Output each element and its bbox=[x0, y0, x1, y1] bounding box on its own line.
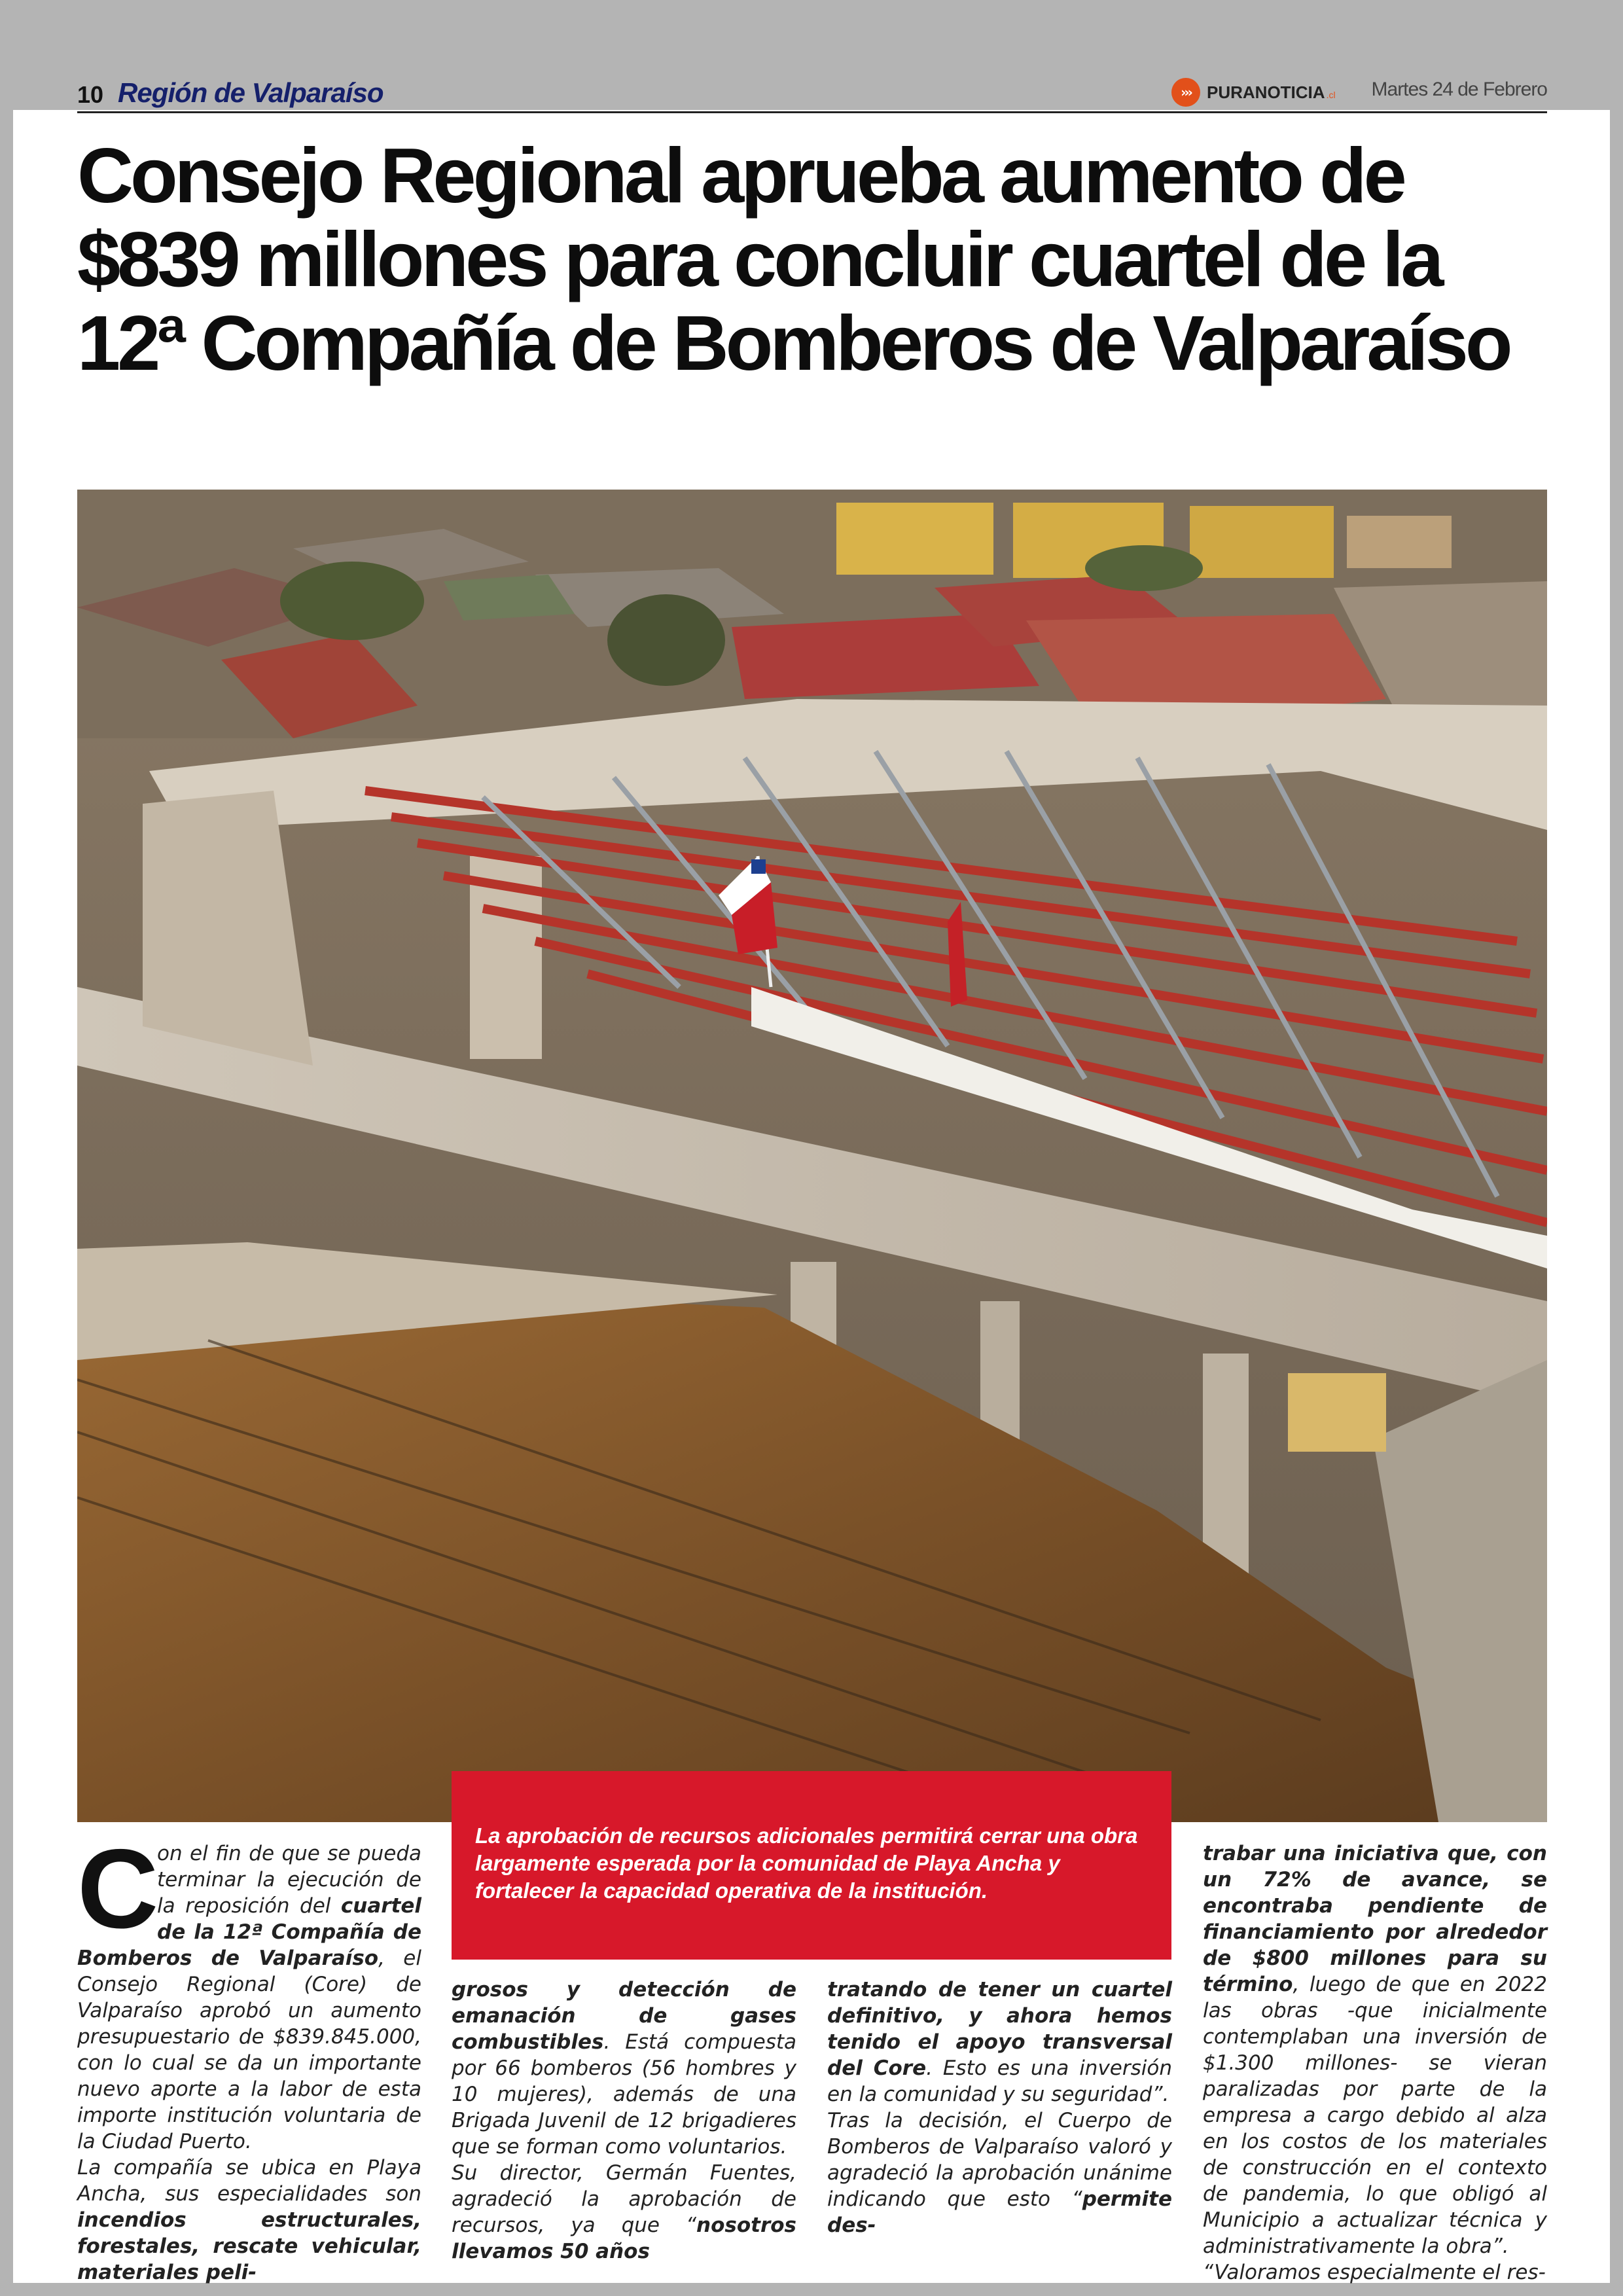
issue-date: Martes 24 de Febrero bbox=[1371, 79, 1547, 100]
article-photo bbox=[77, 490, 1547, 1822]
article-headline: Consejo Regional aprueba aumento de $839 millones para concluir cuartel de la 12ª Compañía de Bomberos de Valparaíso bbox=[77, 132, 1510, 387]
page-number: 10 bbox=[77, 81, 104, 108]
article-column-4: trabar una iniciativa que, con un 72% de avance, se encontraba pendiente de financiamiento por alrededor de $800 millones para su término, luego de que en 2022 las obras -que inicialmente contemplaban una inversión de $1.300 millones- se vieran paralizadas por parte de la empresa a cargo debido al alza en los costos de los materiales de construcción en el contexto de pandemia, lo que obligó al Municipio a actualizar técnica y administrativamente la obra”. “Valoramos especialmente el res- bbox=[1203, 1842, 1547, 2284]
brand-name: PURANOTICIA .cl bbox=[1207, 82, 1336, 102]
photo-caption: La aprobación de recursos adicionales permitirá cerrar una obra largamente esperada por la comunidad de Playa Ancha y fortalecer la capacidad operativa de la institución. bbox=[452, 1771, 1171, 1960]
article-column-1: C on el fin de que se pueda terminar la ejecución de la reposición del cuartel de la 12ª Compañía de Bomberos de Valparaíso, el Consejo Regional (Core) de Valparaíso aprobó un aumento presupuestario de $839.845.000, con lo cual se da un importante nuevo aporte a la labor de esta importe institución voluntaria de la Ciudad Puerto. La compañía se ubica en Playa Ancha, sus especialidades son incendios estructurales, forestales, rescate vehicular, materiales peli- bbox=[77, 1826, 421, 2284]
article-column-2: grosos y detección de emanación de gases combustibles. Está compuesta por 66 bomberos (56 hombres y 10 mujeres), además de una Brigada Juvenil de 12 brigadieres que se forman como voluntarios. Su director, Germán Fuentes, agradeció la aprobación de recursos, ya que “nosotros llevamos 50 años bbox=[452, 1978, 796, 2263]
brand bbox=[1171, 77, 1336, 107]
header-divider bbox=[77, 111, 1547, 113]
drop-cap: C bbox=[77, 1826, 159, 1952]
article-column-3: tratando de tener un cuartel definitivo, y ahora hemos tenido el apoyo transversal del Core. Esto es una inversión en la comunidad y su seguridad”. Tras la decisión, el Cuerpo de Bomberos de Valparaíso valoró y agradeció la aprobación unánime indicando que esto “permite des- bbox=[827, 1978, 1172, 2237]
section-title: Región de Valparaíso bbox=[118, 77, 383, 108]
brand-logo-icon: ››› bbox=[1171, 78, 1200, 107]
